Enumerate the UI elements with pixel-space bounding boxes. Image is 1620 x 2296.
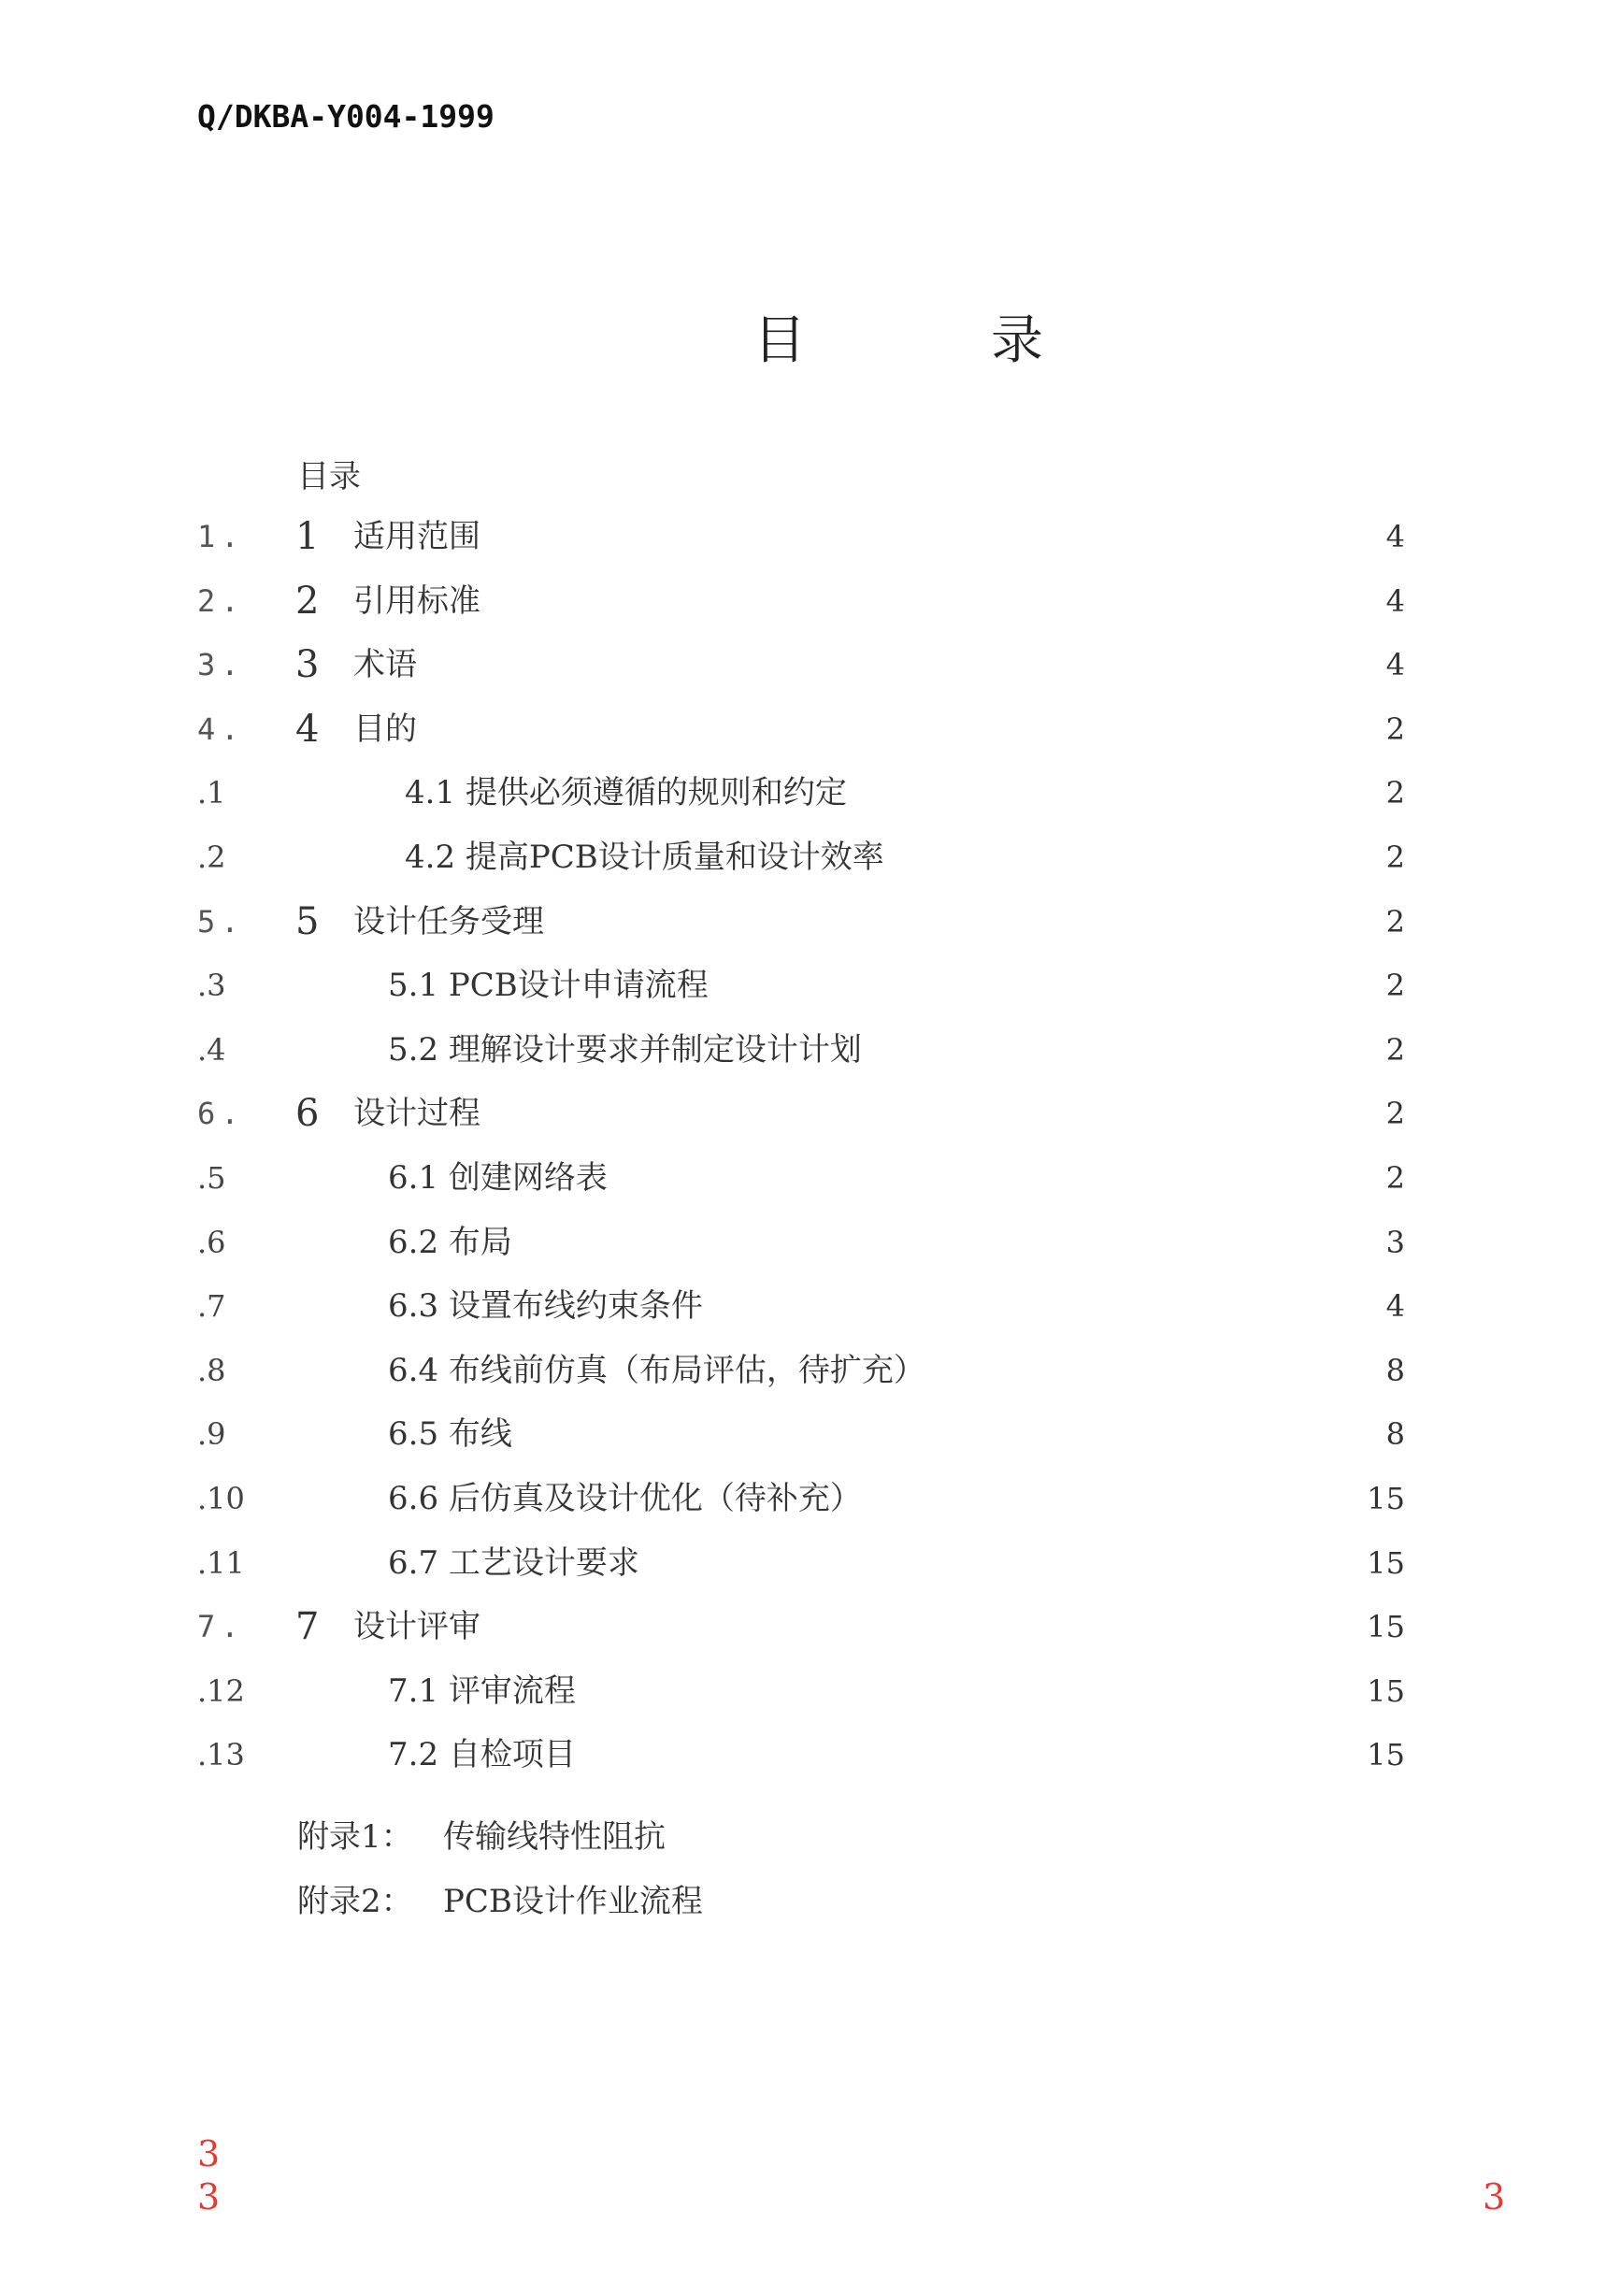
page-title-char-1: 目 (753, 310, 806, 371)
toc-entry-number: .12 (197, 1673, 245, 1709)
toc-entry-number: .8 (197, 1353, 226, 1388)
toc-entry-title: 6.6 后仿真及设计优化（待补充） (388, 1480, 862, 1517)
appendix-title: 传输线特性阻抗 (443, 1818, 666, 1856)
toc-entry-section[interactable] (0, 1540, 1620, 1586)
toc-entry-number: .4 (197, 1032, 226, 1068)
toc-entry-section[interactable] (0, 1668, 1620, 1715)
appendix-title: PCB设计作业流程 (443, 1883, 703, 1920)
toc-entry-chapter-number: 5 (295, 900, 320, 943)
toc-entry-chapter-number: 1 (295, 515, 320, 558)
toc-entry-chapter-number: 7 (295, 1605, 320, 1648)
toc-entry-number: 4. (197, 711, 245, 747)
toc-entry-page: 2 (1385, 775, 1405, 811)
toc-entry-number: .11 (197, 1545, 245, 1581)
toc-entry-number: 6. (197, 1096, 245, 1131)
toc-entry-section[interactable] (0, 1731, 1620, 1778)
toc-entry-page: 8 (1385, 1416, 1405, 1452)
toc-entry-number: .5 (197, 1160, 226, 1196)
toc-entry-page: 2 (1385, 1160, 1405, 1196)
toc-entry-page: 3 (1385, 1225, 1405, 1260)
toc-heading: 目录 (297, 458, 361, 495)
toc-entry-section[interactable] (0, 1411, 1620, 1457)
toc-entry-title: 目的 (353, 710, 417, 748)
toc-entry-page: 15 (1367, 1609, 1405, 1644)
toc-entry-title: 6.3 设置布线约束条件 (388, 1287, 703, 1325)
toc-entry-chapter-number: 4 (295, 708, 320, 751)
toc-entry-title: 6.4 布线前仿真（布局评估，待扩充） (388, 1352, 925, 1389)
toc-entry-page: 2 (1385, 968, 1405, 1003)
toc-entry-chapter[interactable] (0, 898, 1620, 945)
toc-entry-section[interactable] (0, 1283, 1620, 1329)
toc-entry-title: 6.7 工艺设计要求 (388, 1544, 639, 1582)
appendix-entry[interactable] (297, 1814, 666, 1860)
toc-entry-number: 5. (197, 904, 245, 940)
toc-entry-title: 4.2 提高PCB设计质量和设计效率 (405, 839, 884, 876)
toc-entry-number: .6 (197, 1225, 226, 1260)
toc-entry-number: .3 (197, 968, 226, 1003)
toc-entry-page: 2 (1385, 1032, 1405, 1068)
toc-entry-page: 15 (1367, 1673, 1405, 1709)
toc-entry-page: 15 (1367, 1545, 1405, 1581)
toc-entry-chapter-number: 2 (295, 580, 320, 623)
toc-entry-title: 术语 (353, 646, 417, 683)
toc-entry-number: 2. (197, 583, 245, 619)
toc-entry-page: 8 (1385, 1353, 1405, 1388)
page-title-char-2: 录 (991, 310, 1043, 371)
toc-entry-title: 5.2 理解设计要求并制定设计计划 (388, 1031, 862, 1069)
toc-entry-page: 15 (1367, 1481, 1405, 1516)
toc-entry-title: 7.2 自检项目 (388, 1736, 576, 1773)
toc-entry-section[interactable] (0, 834, 1620, 881)
toc-entry-title: 4.1 提供必须遵循的规则和约定 (405, 774, 847, 811)
toc-entry-section[interactable] (0, 1155, 1620, 1201)
toc-entry-title: 引用标准 (353, 582, 480, 620)
toc-entry-number: .1 (197, 775, 226, 811)
toc-entry-number: .2 (197, 839, 226, 875)
appendix-label: 附录2： (297, 1883, 413, 1920)
toc-entry-page: 2 (1385, 904, 1405, 940)
toc-entry-title: 设计过程 (353, 1095, 480, 1132)
toc-entry-title: 适用范围 (353, 518, 480, 555)
toc-entry-page: 4 (1385, 647, 1405, 682)
toc-entry-section[interactable] (0, 1475, 1620, 1522)
toc-entry-chapter[interactable] (0, 1090, 1620, 1137)
toc-entry-number: 7. (197, 1609, 245, 1644)
toc-entry-section[interactable] (0, 1219, 1620, 1266)
toc-entry-number: .10 (197, 1481, 245, 1516)
toc-entry-title: 6.2 布局 (388, 1224, 512, 1261)
toc-entry-chapter[interactable] (0, 706, 1620, 753)
toc-entry-chapter[interactable] (0, 1603, 1620, 1650)
toc-entry-number: .13 (197, 1737, 245, 1772)
toc-entry-title: 7.1 评审流程 (388, 1672, 576, 1710)
toc-entry-page: 2 (1385, 711, 1405, 747)
toc-entry-title: 5.1 PCB设计申请流程 (388, 967, 709, 1004)
footer-number-left-bottom: 3 (197, 2176, 221, 2217)
footer-number-left-top: 3 (197, 2133, 221, 2174)
toc-entry-number: .9 (197, 1416, 226, 1452)
document-code: Q/DKBA-Y004-1999 (197, 98, 495, 135)
toc-entry-section[interactable] (0, 769, 1620, 816)
appendix-label: 附录1： (297, 1818, 413, 1856)
toc-entry-page: 4 (1385, 583, 1405, 619)
toc-entry-section[interactable] (0, 962, 1620, 1009)
toc-entry-chapter-number: 6 (295, 1092, 320, 1135)
toc-entry-page: 15 (1367, 1737, 1405, 1772)
toc-entry-title: 6.1 创建网络表 (388, 1159, 608, 1197)
toc-entry-number: .7 (197, 1288, 226, 1324)
toc-entry-page: 2 (1385, 1096, 1405, 1131)
toc-entry-section[interactable] (0, 1026, 1620, 1073)
toc-entry-chapter[interactable] (0, 513, 1620, 560)
toc-entry-chapter[interactable] (0, 578, 1620, 624)
toc-entry-page: 4 (1385, 1288, 1405, 1324)
toc-entry-chapter-number: 3 (295, 643, 320, 686)
toc-entry-section[interactable] (0, 1347, 1620, 1394)
toc-entry-title: 设计任务受理 (353, 903, 544, 940)
toc-entry-title: 6.5 布线 (388, 1415, 512, 1453)
toc-entry-number: 3. (197, 647, 245, 682)
toc-entry-number: 1. (197, 519, 245, 554)
appendix-entry[interactable] (297, 1878, 703, 1925)
toc-entry-page: 4 (1385, 519, 1405, 554)
toc-entry-title: 设计评审 (353, 1608, 480, 1645)
toc-entry-chapter[interactable] (0, 641, 1620, 688)
toc-entry-page: 2 (1385, 839, 1405, 875)
footer-number-right: 3 (1483, 2176, 1506, 2217)
